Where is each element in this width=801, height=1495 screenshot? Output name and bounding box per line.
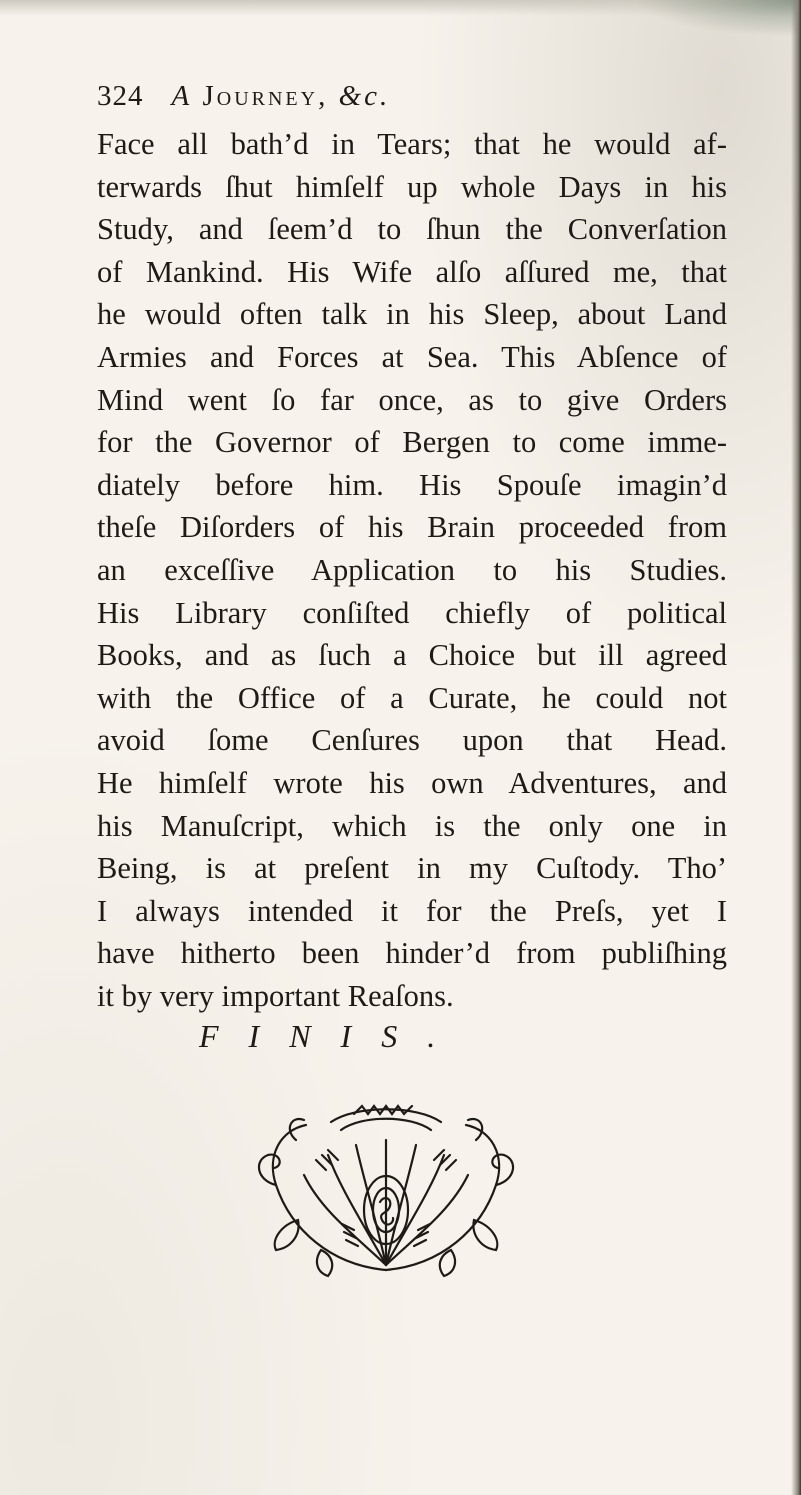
body-paragraph — [97, 123, 727, 1017]
finis-heading: FINIS. — [199, 1018, 466, 1054]
running-title-word: Journey, — [202, 80, 329, 112]
text-line: have hitherto been hinder’d from publiſhing — [97, 936, 727, 971]
text-line: His Library conſiſted chiefly of political — [97, 595, 727, 630]
page-number: 324 — [97, 80, 144, 112]
text-line: theſe Diſorders of his Brain proceeded from — [97, 510, 727, 545]
tailpiece-ornament-icon — [236, 1100, 536, 1280]
text-line: for the Governor of Bergen to come imme- — [97, 425, 727, 460]
text-line: Study, and ſeem’d to ſhun the Converſation — [97, 212, 727, 247]
text-line: Books, and as ſuch a Choice but ill agreed — [97, 638, 727, 673]
text-line: Mind went ſo far once, as to give Orders — [97, 382, 727, 417]
text-line: Being, is at preſent in my Cuſtody. Tho’ — [97, 851, 727, 886]
text-line: terwards ſhut himſelf up whole Days in his — [97, 169, 727, 204]
text-line: avoid ſome Cenſures upon that Head. — [97, 723, 727, 758]
text-line: his Manuſcript, which is the only one in — [97, 808, 727, 843]
running-title-etc: &c. — [338, 80, 391, 112]
text-line: he would often talk in his Sleep, about Land — [97, 297, 727, 332]
text-line: with the Office of a Curate, he could not — [97, 680, 727, 715]
page-right-edge — [791, 0, 801, 1495]
text-line: an exceſſive Application to his Studies. — [97, 552, 727, 587]
text-line: He himſelf wrote his own Adventures, and — [97, 765, 727, 800]
text-line: Face all bath’d in Tears; that he would af- — [97, 127, 727, 161]
text-line: of Mankind. His Wife alſo aſſured me, that — [97, 254, 727, 289]
text-line: diately before him. His Spouſe imagin’d — [97, 467, 727, 502]
running-title — [172, 80, 391, 113]
corner-stain — [621, 0, 801, 40]
running-title-initial: A — [171, 80, 193, 112]
text-line: Armies and Forces at Sea. This Abſence of — [97, 339, 727, 374]
text-line: it by very important Reaſons. — [97, 978, 454, 1013]
text-line: I always intended it for the Preſs, yet I — [97, 893, 727, 928]
